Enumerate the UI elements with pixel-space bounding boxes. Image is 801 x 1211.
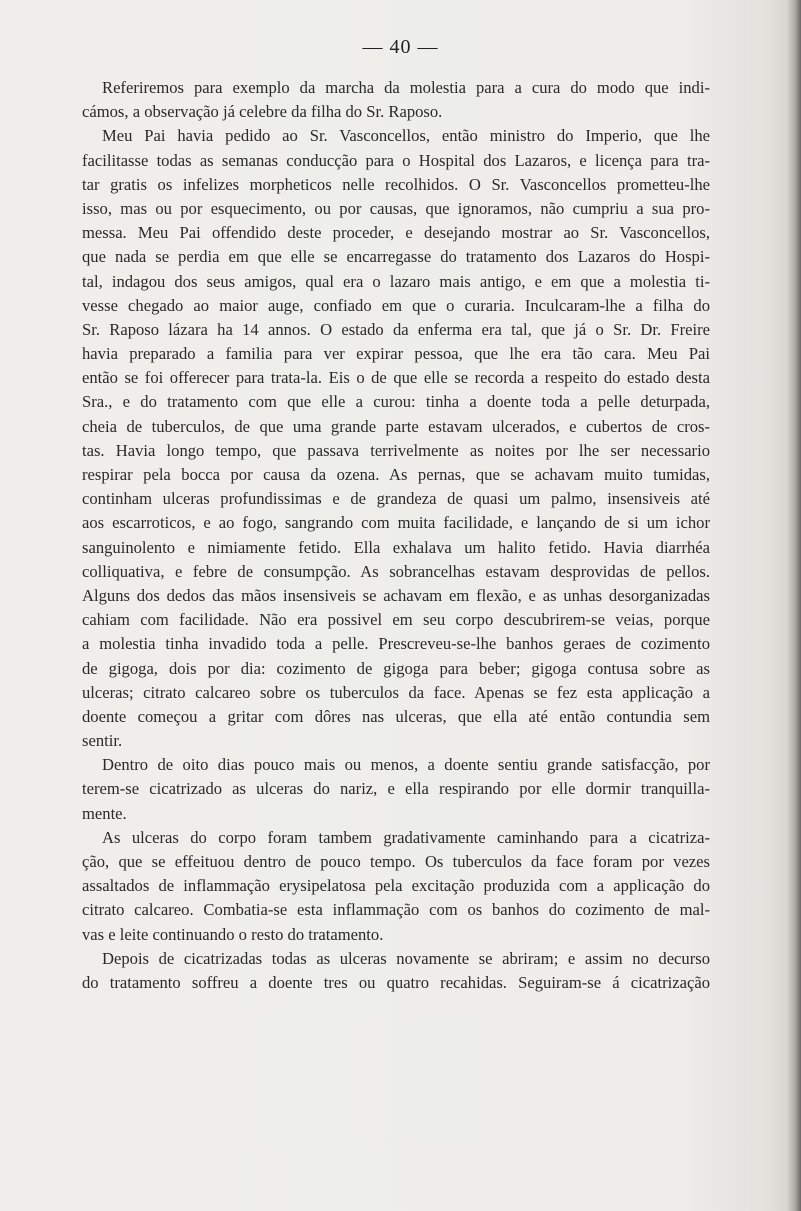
text-line: ulceras; citrato calcareo sobre os tuberculos da face. Apenas se fez esta applicação a bbox=[82, 682, 710, 702]
text-line: cahiam com facilidade. Não era possivel em seu corpo descubrirem-se veias, porque bbox=[82, 610, 710, 630]
text-line: continham ulceras profundissimas e de grandeza de quasi um palmo, insensiveis até bbox=[82, 489, 710, 509]
text-line: doente começou a gritar com dôres nas ulceras, que ella até então contundia sem bbox=[82, 706, 710, 726]
text-line: As ulceras do corpo foram tambem gradativamente caminhando para a cicatriza- bbox=[102, 827, 710, 847]
text-line: sentir. bbox=[82, 731, 123, 751]
text-line: Depois de cicatrizadas todas as ulceras novamente se abriram; e assim no decurso bbox=[102, 948, 710, 968]
text-line: Sra., e do tratamento com que elle a curou: tinha a doente toda a pelle deturpada, bbox=[82, 392, 710, 412]
text-line: vesse chegado ao maior auge, confiado em que o curaria. Inculcaram-lhe a filha do bbox=[82, 295, 710, 315]
text-line: terem-se cicatrizado as ulceras do nariz, e ella respirando por elle dormir tranquilla- bbox=[82, 779, 710, 799]
text-line: do tratamento soffreu a doente tres ou quatro recahidas. Seguiram-se á cicatrização bbox=[82, 972, 710, 992]
body-text bbox=[82, 76, 710, 995]
text-line: respirar pela bocca por causa da ozena. As pernas, que se achavam muito tumidas, bbox=[82, 465, 710, 484]
text-line: Alguns dos dedos das mãos insensiveis se achavam em flexão, e as unhas desorganizadas bbox=[82, 585, 710, 605]
text-line: cámos, a observação já celebre da filha do Sr. Raposo. bbox=[82, 102, 443, 122]
text-line: a molestia tinha invadido toda a pelle. Prescreveu-se-lhe banhos geraes de cozimento bbox=[82, 634, 710, 654]
page-number: — 40 — bbox=[362, 36, 439, 58]
text-line: mente. bbox=[82, 803, 127, 823]
page-edge-shadow bbox=[787, 0, 801, 1211]
text-line: tal, indagou dos seus amigos, qual era o lazaro mais antigo, e em que a molestia ti- bbox=[82, 271, 710, 291]
text-line: que nada se perdia em que elle se encarregasse do tratamento dos Lazaros do Hospi- bbox=[82, 247, 710, 267]
text-line: Sr. Raposo lázara ha 14 annos. O estado da enferma era tal, que já o Sr. Dr. Freire bbox=[82, 319, 710, 339]
text-line: tar gratis os infelizes morpheticos nelle recolhidos. O Sr. Vasconcellos prometteu-lhe bbox=[82, 174, 710, 194]
text-line: tas. Havia longo tempo, que passava terrivelmente as noites por lhe ser necessario bbox=[82, 440, 710, 460]
text-line: assaltados de inflammação erysipelatosa pela excitação produzida com a applicação do bbox=[82, 876, 710, 896]
text-line: aos escarroticos, e ao fogo, sangrando com muita facilidade, e lançando de si um ichor bbox=[82, 513, 710, 533]
text-line: havia preparado a familia para ver expirar pessoa, que lhe era tão cara. Meu Pai bbox=[82, 344, 710, 364]
text-line: Referiremos para exemplo da marcha da molestia para a cura do modo que indi- bbox=[102, 78, 710, 97]
text-line: então se foi offerecer para trata-la. Eis o de que elle se recorda a respeito do estado desta bbox=[82, 368, 710, 388]
text-line: facilitasse todas as semanas conducção para o Hospital dos Lazaros, e licença para tra- bbox=[82, 150, 710, 170]
text-line: citrato calcareo. Combatia-se esta inflammação com os banhos do cozimento de mal- bbox=[82, 900, 710, 920]
text-line: cheia de tuberculos, de que uma grande parte estavam ulcerados, e cubertos de cros- bbox=[82, 416, 710, 436]
text-line: colliquativa, e febre de consumpção. As sobrancelhas estavam desprovidas de pellos. bbox=[82, 561, 710, 581]
text-line: de gigoga, dois por dia: cozimento de gigoga para beber; gigoga contusa sobre as bbox=[82, 658, 710, 678]
text-line: isso, mas ou por esquecimento, ou por causas, que ignoramos, não cumpriu a sua pro- bbox=[82, 198, 710, 218]
text-line: ção, que se effeituou dentro de pouco tempo. Os tuberculos da face foram por vezes bbox=[82, 852, 710, 871]
text-line: Dentro de oito dias pouco mais ou menos, a doente sentiu grande satisfacção, por bbox=[102, 755, 710, 775]
text-line: sanguinolento e nimiamente fetido. Ella exhalava um halito fetido. Havia diarrhéa bbox=[82, 537, 710, 557]
text-line: messa. Meu Pai offendido deste proceder, e desejando mostrar ao Sr. Vasconcellos, bbox=[82, 223, 710, 243]
text-line: vas e leite continuando o resto do tratamento. bbox=[82, 924, 384, 944]
text-line: Meu Pai havia pedido ao Sr. Vasconcellos, então ministro do Imperio, que lhe bbox=[102, 126, 710, 146]
